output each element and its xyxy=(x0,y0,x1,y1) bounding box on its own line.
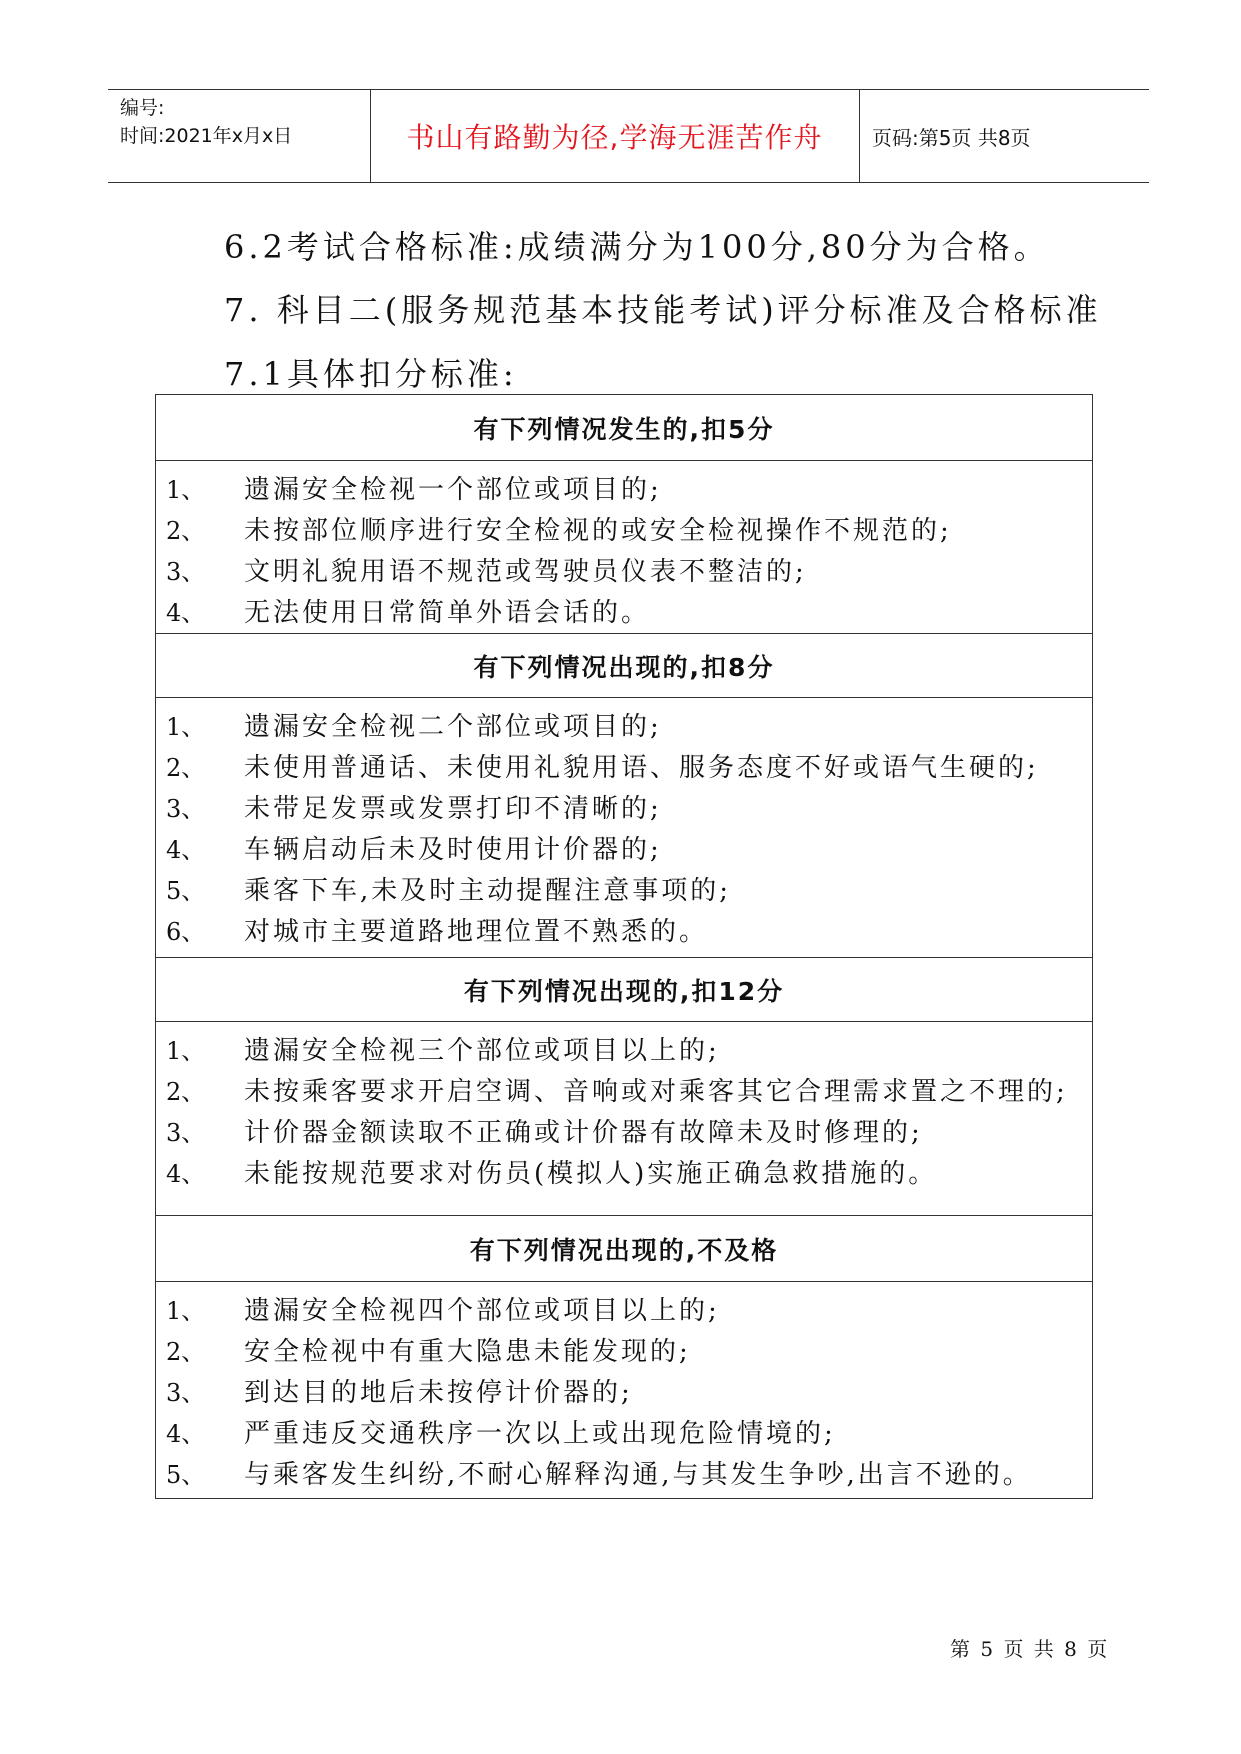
item-text: 计价器金额读取不正确或计价器有故障未及时修理的; xyxy=(244,1118,923,1148)
heading-7-1: 7.1具体扣分标准: xyxy=(224,355,518,393)
header-divider xyxy=(859,90,860,182)
list-item xyxy=(156,1411,1092,1452)
paragraph-6-2: 6.2考试合格标准:成绩满分为100分,80分为合格。 xyxy=(224,228,1050,266)
item-text: 文明礼貌用语不规范或驾驶员仪表不整洁的; xyxy=(244,557,807,587)
list-item xyxy=(156,1069,1092,1110)
item-number: 3、 xyxy=(166,1119,206,1147)
list-item xyxy=(156,745,1092,786)
item-number: 5、 xyxy=(166,877,206,905)
page-header xyxy=(108,89,1149,183)
header-page-number: 页码:第5页 共8页 xyxy=(872,125,1031,150)
list-item xyxy=(156,704,1092,745)
list-item xyxy=(156,909,1092,950)
header-meta xyxy=(120,94,292,150)
section-title: 有下列情况出现的,扣12分 xyxy=(156,958,1092,1022)
item-number: 6、 xyxy=(166,918,206,946)
section-title: 有下列情况发生的,扣5分 xyxy=(156,395,1092,461)
section-body xyxy=(156,1282,1092,1498)
item-text: 无法使用日常简单外语会话的。 xyxy=(244,598,651,628)
list-item xyxy=(156,827,1092,868)
list-item xyxy=(156,1370,1092,1411)
item-number: 2、 xyxy=(166,754,206,782)
header-motto: 书山有路勤为径,学海无涯苦作舟 xyxy=(406,121,823,154)
item-number: 5、 xyxy=(166,1461,206,1489)
list-item xyxy=(156,1329,1092,1370)
list-item xyxy=(156,1028,1092,1069)
document-time-label: 时间:2021年x月x日 xyxy=(120,125,293,147)
item-number: 1、 xyxy=(166,476,206,504)
item-number: 4、 xyxy=(166,1420,206,1448)
list-item xyxy=(156,1452,1092,1493)
item-text: 到达目的地后未按停计价器的; xyxy=(244,1378,633,1408)
heading-7: 7. 科目二(服务规范基本技能考试)评分标准及合格标准 xyxy=(224,291,1102,329)
item-number: 1、 xyxy=(166,1037,206,1065)
item-text: 未使用普通话、未使用礼貌用语、服务态度不好或语气生硬的; xyxy=(244,753,1039,783)
item-text: 车辆启动后未及时使用计价器的; xyxy=(244,835,662,865)
item-text: 遗漏安全检视三个部位或项目以上的; xyxy=(244,1036,720,1066)
section-title: 有下列情况出现的,不及格 xyxy=(156,1216,1092,1282)
list-item xyxy=(156,868,1092,909)
item-number: 2、 xyxy=(166,517,206,545)
section-title: 有下列情况出现的,扣8分 xyxy=(156,634,1092,698)
page-footer: 第 5 页 共 8 页 xyxy=(950,1637,1110,1661)
item-number: 2、 xyxy=(166,1078,206,1106)
list-item xyxy=(156,1288,1092,1329)
item-text: 乘客下车,未及时主动提醒注意事项的; xyxy=(244,876,732,906)
item-number: 3、 xyxy=(166,795,206,823)
item-number: 4、 xyxy=(166,1160,206,1188)
item-text: 未能按规范要求对伤员(模拟人)实施正确急救措施的。 xyxy=(244,1159,938,1189)
item-text: 对城市主要道路地理位置不熟悉的。 xyxy=(244,917,709,947)
item-text: 未按乘客要求开启空调、音响或对乘客其它合理需求置之不理的; xyxy=(244,1077,1068,1107)
list-item xyxy=(156,786,1092,827)
item-text: 未带足发票或发票打印不清晰的; xyxy=(244,794,662,824)
item-number: 3、 xyxy=(166,558,206,586)
list-item xyxy=(156,590,1092,631)
item-text: 与乘客发生纠纷,不耐心解释沟通,与其发生争吵,出言不逊的。 xyxy=(244,1460,1032,1490)
item-number: 1、 xyxy=(166,713,206,741)
list-item xyxy=(156,1151,1092,1192)
item-text: 未按部位顺序进行安全检视的或安全检视操作不规范的; xyxy=(244,516,952,546)
item-number: 3、 xyxy=(166,1379,206,1407)
list-item xyxy=(156,549,1092,590)
section-body xyxy=(156,698,1092,958)
item-text: 安全检视中有重大隐患未能发现的; xyxy=(244,1337,691,1367)
item-number: 1、 xyxy=(166,1297,206,1325)
item-number: 4、 xyxy=(166,599,206,627)
item-text: 遗漏安全检视四个部位或项目以上的; xyxy=(244,1296,720,1326)
item-text: 遗漏安全检视一个部位或项目的; xyxy=(244,475,662,505)
item-number: 2、 xyxy=(166,1338,206,1366)
deduction-table xyxy=(155,394,1093,1499)
list-item xyxy=(156,508,1092,549)
section-body xyxy=(156,461,1092,634)
item-text: 严重违反交通秩序一次以上或出现危险情境的; xyxy=(244,1419,836,1449)
list-item xyxy=(156,1110,1092,1151)
document-number-label: 编号: xyxy=(120,97,165,119)
item-text: 遗漏安全检视二个部位或项目的; xyxy=(244,712,662,742)
section-body xyxy=(156,1022,1092,1216)
item-number: 4、 xyxy=(166,836,206,864)
list-item xyxy=(156,467,1092,508)
